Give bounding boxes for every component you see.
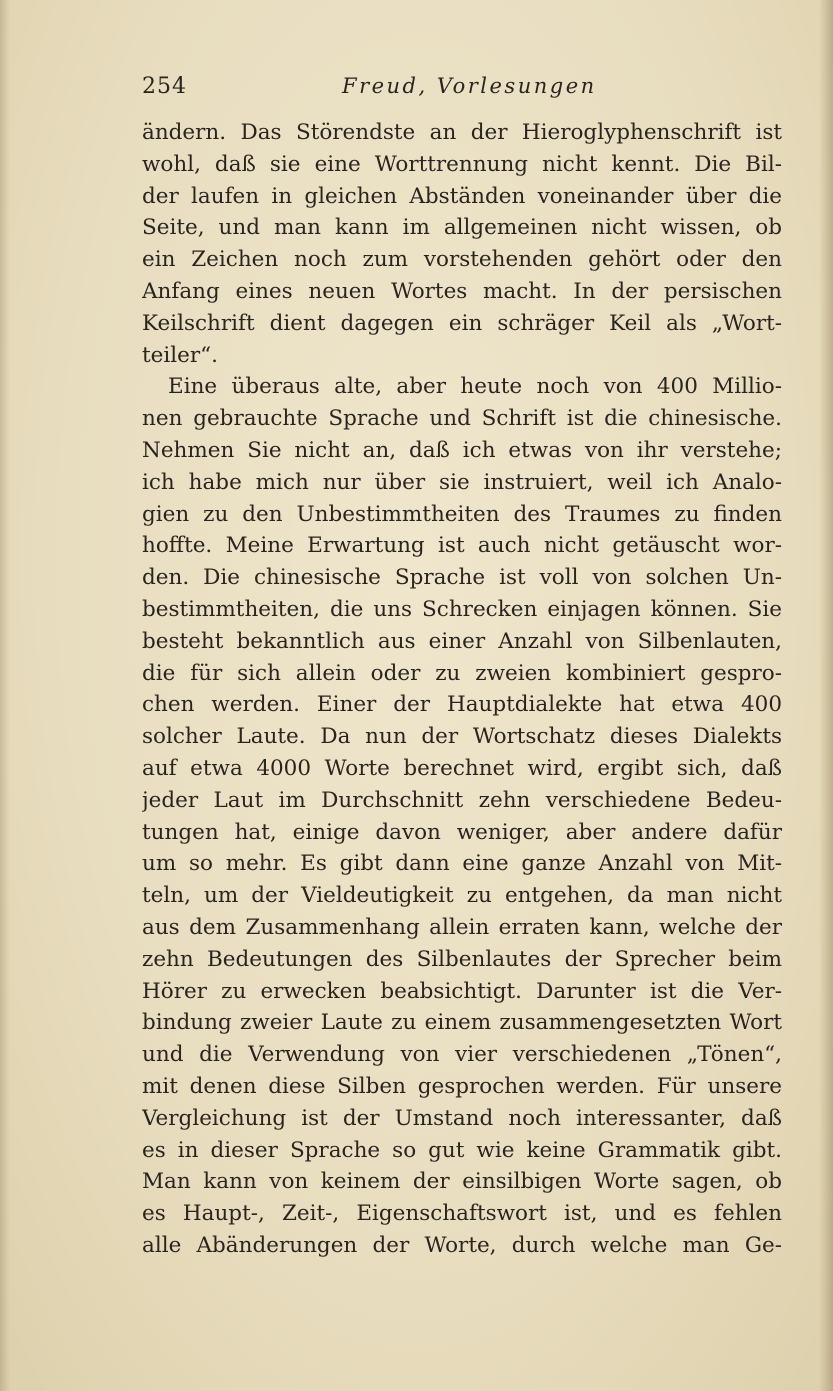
text-line: den. Die chinesische Sprache ist voll von solchen Un- (142, 565, 782, 591)
text-line: Eine überaus alte, aber heute noch von 400 Millio- (168, 374, 782, 400)
text-line: mit denen diese Silben gesprochen werden. Für unsere (142, 1073, 782, 1099)
page-number: 254 (142, 74, 187, 99)
text-line: ändern. Das Störendste an der Hieroglyphenschrift ist (142, 120, 782, 145)
text-line: Anfang eines neuen Wortes macht. In der persischen (142, 278, 782, 304)
text-line: und die Verwendung von vier verschiedenen „Tönen“, (142, 1042, 782, 1068)
body-text (142, 117, 782, 1262)
text-line: gien zu den Unbestimmtheiten des Traumes zu finden (142, 501, 782, 527)
text-line: Keilschrift dient dagegen ein schräger Keil als „Wort- (142, 310, 782, 336)
text-line: hoffte. Meine Erwartung ist auch nicht getäuscht wor- (142, 533, 782, 559)
text-line: Hörer zu erwecken beabsichtigt. Darunter ist die Ver- (142, 978, 782, 1004)
text-line: Vergleichung ist der Umstand noch interessanter, daß (142, 1105, 782, 1131)
text-line: bestimmtheiten, die uns Schrecken einjagen können. Sie (142, 596, 782, 622)
text-line: Seite, und man kann im allgemeinen nicht wissen, ob (142, 215, 782, 241)
text-line: zehn Bedeutungen des Silbenlautes der Sprecher beim (142, 946, 782, 972)
text-line: jeder Laut im Durchschnitt zehn verschiedene Bedeu- (142, 787, 782, 813)
text-line: bindung zweier Laute zu einem zusammengesetzten Wort (142, 1010, 782, 1036)
text-line: besteht bekanntlich aus einer Anzahl von Silbenlauten, (142, 628, 782, 654)
text-line: teiler“. (142, 342, 218, 368)
text-line: Man kann von keinem der einsilbigen Worte sagen, ob (142, 1169, 782, 1195)
text-line: solcher Laute. Da nun der Wortschatz dieses Dialekts (142, 724, 782, 750)
text-line: die für sich allein oder zu zweien kombiniert gespro- (142, 660, 782, 686)
text-line: nen gebrauchte Sprache und Schrift ist die chinesische. (142, 406, 782, 432)
text-line: wohl, daß sie eine Worttrennung nicht kennt. Die Bil- (142, 151, 782, 177)
text-line: um so mehr. Es gibt dann eine ganze Anzahl von Mit- (142, 851, 782, 877)
text-line: aus dem Zusammenhang allein erraten kann, welche der (142, 914, 782, 940)
text-line: es in dieser Sprache so gut wie keine Grammatik gibt. (142, 1137, 782, 1163)
text-line: auf etwa 4000 Worte berechnet wird, ergibt sich, daß (142, 755, 782, 781)
text-line: ein Zeichen noch zum vorstehenden gehört oder den (142, 247, 782, 273)
page-right-shadow (819, 0, 833, 1391)
text-line: chen werden. Einer der Hauptdialekte hat etwa 400 (142, 692, 782, 718)
running-title: Freud, Vorlesungen (342, 74, 597, 98)
text-line: alle Abänderungen der Worte, durch welche man Ge- (142, 1232, 782, 1258)
text-line: ich habe mich nur über sie instruiert, weil ich Analo- (142, 469, 782, 495)
text-line: der laufen in gleichen Abständen voneinander über die (142, 183, 782, 209)
text-line: Nehmen Sie nicht an, daß ich etwas von ihr verstehe; (142, 437, 782, 463)
page-left-shadow (0, 0, 10, 1391)
text-line: teln, um der Vieldeutigkeit zu entgehen, da man nicht (142, 883, 782, 909)
text-line: tungen hat, einige davon weniger, aber andere dafür (142, 819, 782, 845)
running-header (142, 72, 782, 106)
text-line: es Haupt-, Zeit-, Eigenschaftswort ist, und es fehlen (142, 1201, 782, 1227)
